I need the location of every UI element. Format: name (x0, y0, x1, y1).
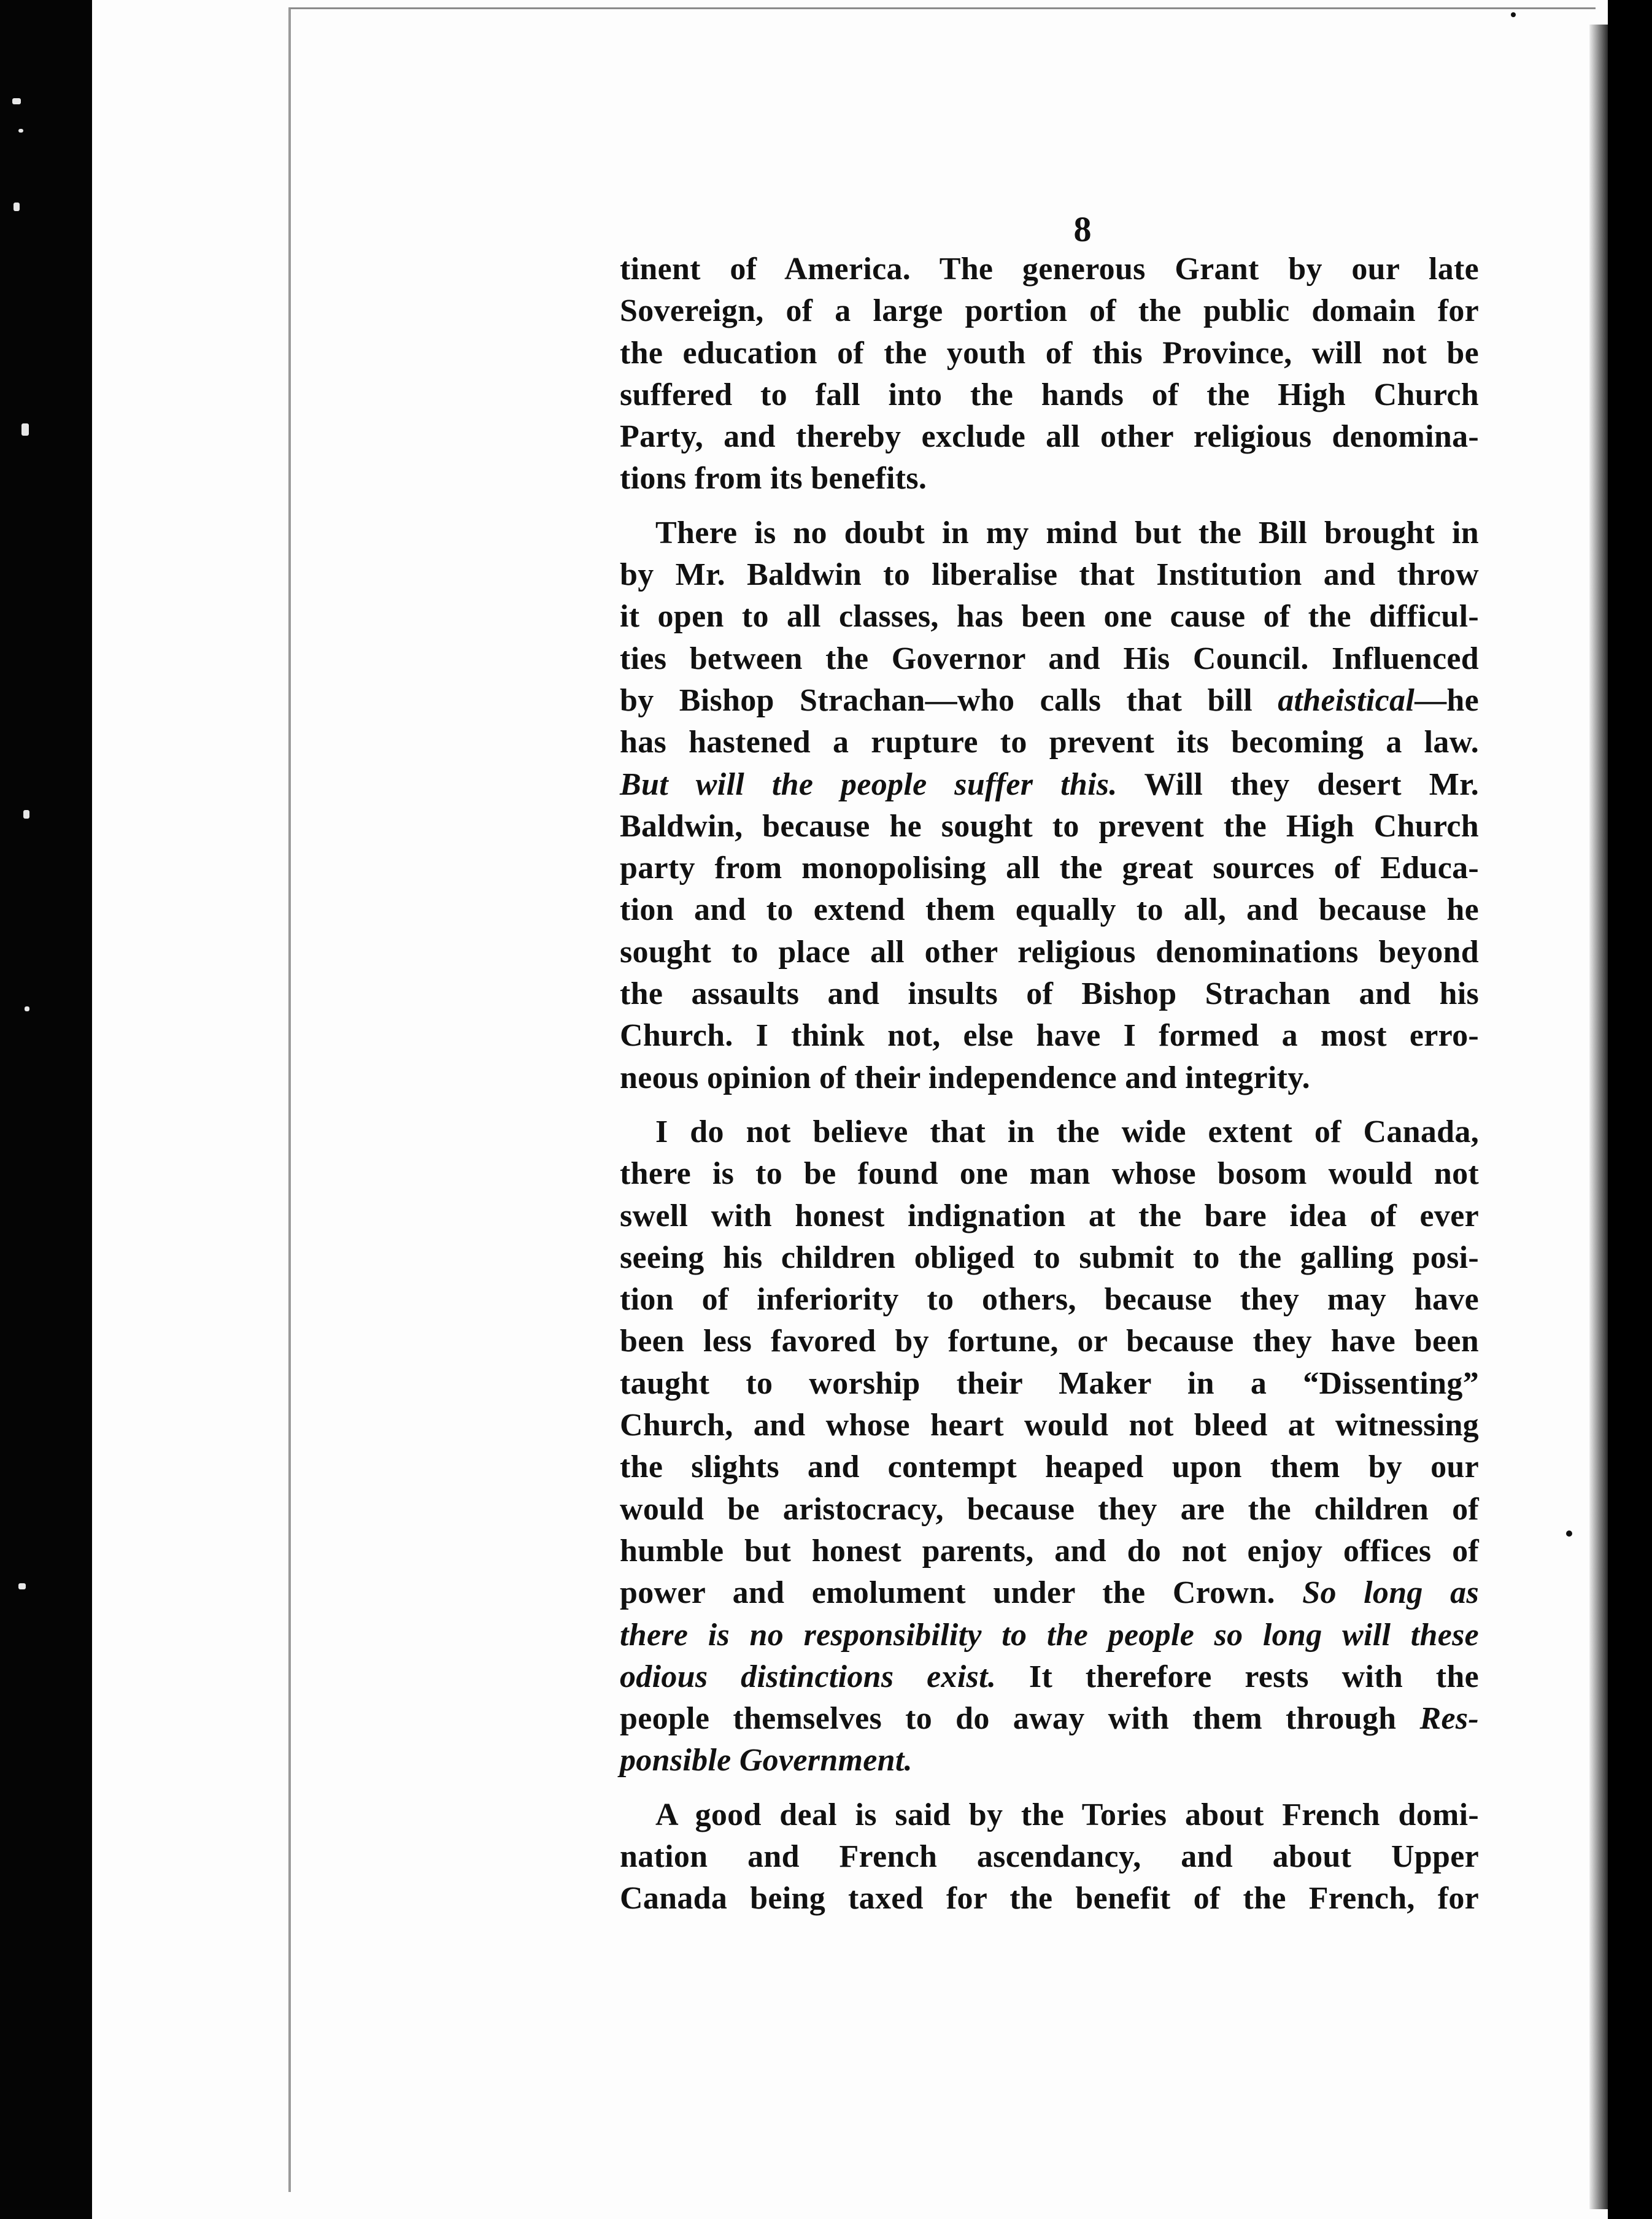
ink-dot (1511, 12, 1516, 17)
text-line: nation and French ascendancy, and about Upper (620, 1839, 1479, 1874)
scan-speck (12, 98, 21, 104)
text-line (620, 1698, 1479, 1740)
text-line: it open to all classes, has been one cause of the difficul- (620, 599, 1479, 635)
text-line: suffered to fall into the hands of the High Church (620, 377, 1479, 412)
text-line: seeing his children obliged to submit to the galling posi- (620, 1240, 1479, 1275)
text-line (620, 1572, 1479, 1614)
italic-run: atheistical (1278, 682, 1415, 718)
text-line: taught to worship their Maker in a “Dissenting” (620, 1365, 1479, 1401)
ink-dot (1566, 1530, 1572, 1537)
scan-right-margin (1608, 0, 1652, 2219)
text-line: party from monopolising all the great sources of Educa- (620, 851, 1479, 886)
text-line (620, 680, 1479, 722)
text-line: ponsible Government. (620, 1743, 913, 1778)
text-line: humble but honest parents, and do not enjoy offices of (620, 1533, 1479, 1569)
text-line: Sovereign, of a large portion of the public domain for (620, 293, 1479, 329)
text-line: there is to be found one man whose bosom would not (620, 1156, 1479, 1192)
page-number: 8 (1073, 209, 1092, 249)
scan-speck (25, 1006, 29, 1011)
text-run: —he (1415, 682, 1479, 718)
scan-speck (18, 1583, 26, 1589)
text-line: I do not believe that in the wide extent of Canada, (655, 1114, 1479, 1149)
text-line: the slights and contempt heaped upon them by our (620, 1449, 1479, 1485)
text-line: Baldwin, because he sought to prevent the High Church (620, 808, 1479, 844)
scan-speck (14, 203, 20, 211)
text-line: swell with honest indignation at the bare idea of ever (620, 1198, 1479, 1233)
text-run: It therefore rests with the (996, 1659, 1479, 1694)
text-line: would be aristocracy, because they are the children of (620, 1491, 1479, 1527)
text-line: Party, and thereby exclude all other religious denomina- (620, 419, 1479, 455)
text-run: power and emolument under the Crown. (620, 1575, 1303, 1611)
text-line: Church, and whose heart would not bleed at witnessing (620, 1408, 1479, 1443)
scan-speck (23, 810, 29, 819)
scan-speck (21, 423, 29, 436)
text-line: sought to place all other religious denominations beyond (620, 934, 1479, 970)
text-line: has hastened a rupture to prevent its becoming a law. (620, 725, 1479, 760)
paragraph-1 (620, 249, 1479, 500)
text-line: There is no doubt in my mind but the Bill brought in (655, 515, 1479, 550)
text-line: tion of inferiority to others, because they may have (620, 1282, 1479, 1318)
text-line: the education of the youth of this Province, will not be (620, 335, 1479, 371)
italic-run: Res- (1419, 1701, 1479, 1737)
paragraph-3 (620, 1111, 1479, 1782)
text-line: tion and to extend them equally to all, and because he (620, 892, 1479, 928)
paragraph-4 (620, 1794, 1479, 1920)
scan-left-margin (0, 0, 92, 2219)
text-run: people themselves to do away with them through (620, 1701, 1420, 1737)
scan-speck (18, 129, 23, 133)
italic-run: So long as (1302, 1575, 1479, 1611)
body-text (620, 249, 1479, 1932)
text-line: by Mr. Baldwin to liberalise that Institution and throw (620, 557, 1479, 593)
text-line: the assaults and insults of Bishop Strachan and his (620, 976, 1479, 1012)
text-line (620, 1656, 1479, 1698)
text-line: ties between the Governor and His Council. Influenced (620, 641, 1479, 676)
text-run: by Bishop Strachan—who calls that bill (620, 682, 1278, 718)
text-line: there is no responsibility to the people so long will these (620, 1617, 1479, 1653)
paragraph-2 (620, 512, 1479, 1099)
text-line: tinent of America. The generous Grant by our late (620, 252, 1479, 287)
text-line: Church. I think not, else have I formed a most erro- (620, 1018, 1479, 1054)
text-line (620, 764, 1479, 806)
text-run: Will they desert Mr. (1117, 766, 1479, 802)
text-line: Canada being taxed for the benefit of the French, for (620, 1881, 1479, 1916)
text-line: neous opinion of their independence and integrity. (620, 1060, 1310, 1095)
page-right-curl (1589, 25, 1608, 2209)
italic-run: odious distinctions exist. (620, 1659, 997, 1694)
text-line: tions from its benefits. (620, 461, 927, 496)
text-line: A good deal is said by the Tories about French domi- (655, 1797, 1479, 1832)
text-line: been less favored by fortune, or because they have been (620, 1324, 1479, 1359)
italic-run: But will the people suffer this. (620, 766, 1117, 802)
